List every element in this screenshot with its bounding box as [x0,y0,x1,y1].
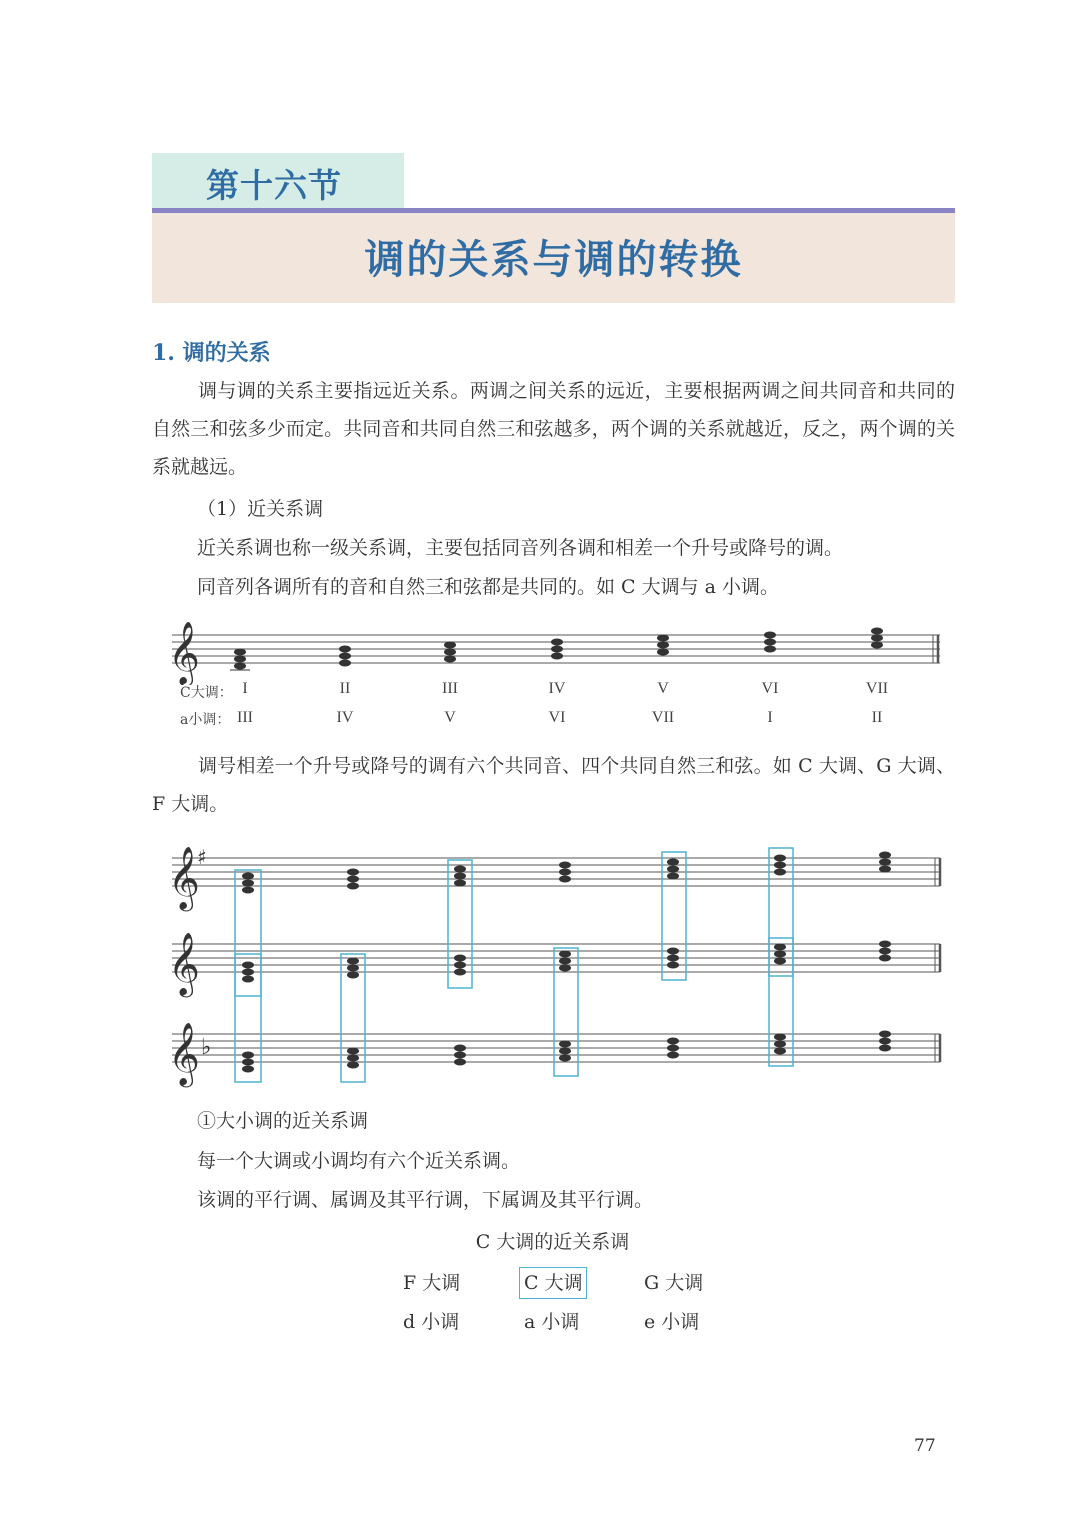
table-cell: F 大调 [403,1272,461,1294]
treble-clef-icon: 𝄞 [168,1022,200,1085]
highlight-box [519,1267,587,1299]
subsection-heading: ①大小调的近关系调 [197,1110,369,1132]
roman-numeral: VII [651,709,675,726]
roman-numeral: I [242,680,248,697]
subsection-paragraph-2: 该调的平行调、属调及其平行调，下属调及其平行调。 [197,1189,654,1211]
paragraph-same-scale: 同音列各调所有的音和自然三和弦都是共同的。如 C 大调与 a 小调。 [197,576,780,598]
page-number: 77 [914,1436,936,1456]
row2-label: a小调： [180,712,231,728]
table-cell: e 小调 [644,1311,700,1333]
roman-numeral: II [871,709,883,726]
roman-numeral: V [657,680,669,697]
roman-numeral: IV [336,709,354,726]
roman-numeral: IV [548,680,566,697]
paragraph-key-signature: 调号相差一个升号或降号的调有六个共同音、四个共同自然三和弦。如 C 大调、G 大调、F 大调。 [152,755,955,815]
roman-numeral: VII [865,680,889,697]
page-title: 调的关系与调的转换 [364,236,743,283]
roman-numeral: VI [761,680,779,697]
roman-numeral: II [339,680,351,697]
treble-clef-icon: 𝄞 [168,846,200,909]
treble-clef-icon: 𝄞 [168,621,200,684]
table-cell: d 小调 [403,1311,460,1333]
roman-numeral: I [767,709,773,726]
sub-heading: （1）近关系调 [197,498,324,520]
intro-paragraph: 调与调的关系主要指远近关系。两调之间关系的远近，主要根据两调之间共同音和共同的自然三和弦多少而定。共同音和共同自然三和弦越多，两个调的关系就越近，反之，两个调的关系就越远。 [152,380,955,478]
table-cell-highlight: C 大调 [524,1272,583,1294]
section-label: 第十六节 [206,166,342,205]
roman-numeral: III [442,680,458,697]
flat-icon: ♭ [201,1035,212,1060]
roman-numeral: VI [548,709,566,726]
staff-example-2 [160,840,950,1090]
table-cell: a 小调 [524,1311,580,1333]
roman-numeral: V [444,709,456,726]
table-caption: C 大调的近关系调 [475,1231,630,1253]
paragraph-close-keys: 近关系调也称一级关系调，主要包括同音列各调和相差一个升号或降号的调。 [197,537,844,559]
sharp-icon: ♯ [197,845,207,869]
staff-example-1 [160,615,950,685]
treble-clef-icon: 𝄞 [168,932,200,995]
row1-label: C大调： [180,685,233,701]
table-cell: G 大调 [644,1272,704,1294]
roman-numeral: III [237,709,253,726]
section-heading: 1. 调的关系 [152,340,271,366]
subsection-paragraph-1: 每一个大调或小调均有六个近关系调。 [197,1150,521,1172]
